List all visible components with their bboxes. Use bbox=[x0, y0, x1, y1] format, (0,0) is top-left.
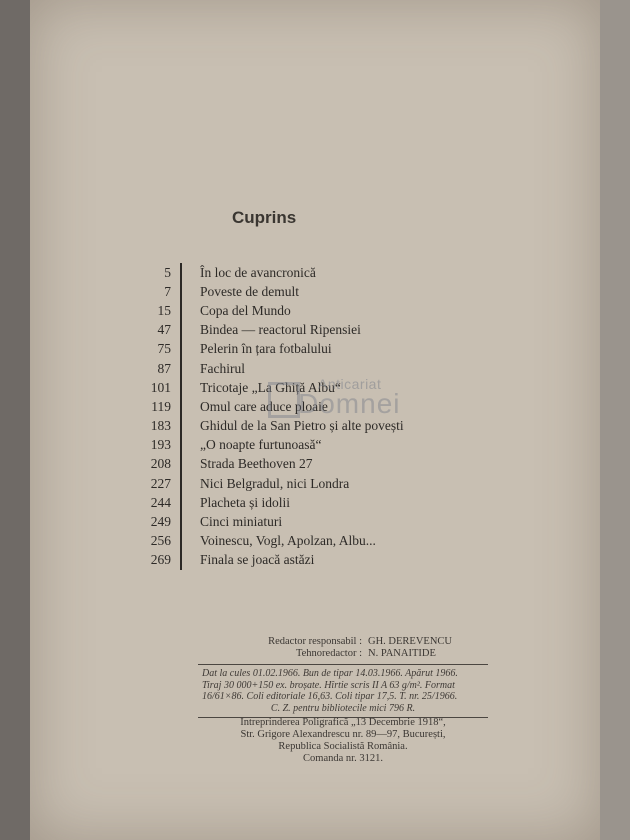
imprint-box bbox=[198, 664, 488, 718]
book-page bbox=[30, 0, 600, 840]
toc-row bbox=[120, 282, 540, 301]
tech-editor-role: Tehnoredactor : bbox=[295, 648, 362, 659]
toc-divider bbox=[180, 551, 182, 570]
toc-divider bbox=[180, 493, 182, 512]
toc-divider bbox=[180, 474, 182, 493]
toc-page-number: 193 bbox=[150, 437, 171, 453]
watermark bbox=[268, 376, 408, 436]
toc-row bbox=[120, 340, 540, 359]
toc-divider bbox=[180, 321, 182, 340]
toc-page-number: 208 bbox=[150, 456, 171, 472]
imprint-line: Tiraj 30 000+150 ex. broșate. Hîrtie scris II A 63 g/m². Format bbox=[202, 679, 455, 691]
toc-entry-title: „O noapte furtunoasă“ bbox=[200, 437, 322, 453]
toc-entry-title: Nici Belgradul, nici Londra bbox=[200, 475, 350, 491]
toc-page-number: 119 bbox=[151, 398, 171, 414]
toc-entry-title: Ghidul de la San Pietro și alte povești bbox=[200, 418, 404, 434]
toc-row bbox=[120, 321, 540, 340]
page-title: Cuprins bbox=[232, 208, 297, 227]
toc-entry-title: Fachirul bbox=[200, 360, 245, 376]
toc-divider bbox=[180, 282, 182, 301]
toc-row bbox=[120, 551, 540, 570]
toc-entry-title: Strada Beethoven 27 bbox=[200, 456, 313, 472]
toc-entry-title: În loc de avancronică bbox=[200, 264, 316, 280]
toc-row bbox=[120, 455, 540, 474]
editor-role: Redactor responsabil : bbox=[268, 636, 362, 647]
background-right bbox=[600, 0, 630, 840]
watermark-big-text: Domnei bbox=[298, 388, 401, 419]
toc-row bbox=[120, 436, 540, 455]
imprint-line: 16/61×86. Coli editoriale 16,63. Coli tipar 17,5. T. nr. 25/1966. bbox=[202, 691, 458, 703]
printer-line: Comanda nr. 3121. bbox=[303, 753, 383, 764]
toc-divider bbox=[180, 301, 182, 320]
toc-page-number: 87 bbox=[157, 360, 171, 376]
toc-row bbox=[120, 263, 540, 282]
toc-divider bbox=[180, 359, 182, 378]
toc-page-number: 244 bbox=[150, 494, 171, 510]
toc-row bbox=[120, 532, 540, 551]
toc-divider bbox=[180, 397, 182, 416]
toc-divider bbox=[180, 263, 182, 282]
printer-info bbox=[198, 717, 488, 765]
imprint-line: C. Z. pentru bibliotecile mici 796 R. bbox=[270, 702, 416, 714]
toc-page-number: 7 bbox=[164, 283, 171, 299]
toc-row bbox=[120, 474, 540, 493]
toc-entry-title: Placheta și idolii bbox=[200, 494, 290, 510]
toc-entry-title: Pelerin în țara fotbalului bbox=[200, 341, 332, 357]
toc-divider bbox=[180, 378, 182, 397]
toc-divider bbox=[180, 417, 182, 436]
printer-line: Republica Socialistă România. bbox=[278, 741, 408, 752]
toc-page-number: 256 bbox=[150, 533, 171, 549]
toc-page-number: 227 bbox=[150, 475, 171, 491]
toc-row bbox=[120, 493, 540, 512]
toc-divider bbox=[180, 532, 182, 551]
toc-entry-title: Copa del Mundo bbox=[200, 302, 291, 318]
toc-entry-title: Tricotaje „La Ghiță Albu“ bbox=[200, 379, 341, 395]
toc-page-number: 183 bbox=[150, 418, 171, 434]
toc-entry-title: Cinci miniaturi bbox=[200, 514, 283, 530]
watermark-small-text: Anticariat bbox=[318, 376, 382, 392]
toc-page-number: 101 bbox=[150, 379, 171, 395]
watermark-logo-icon bbox=[268, 382, 300, 418]
toc-entry-title: Finala se joacă astăzi bbox=[200, 552, 315, 568]
toc-row bbox=[120, 301, 540, 320]
toc-divider bbox=[180, 436, 182, 455]
toc-page-number: 249 bbox=[150, 514, 171, 530]
toc-page-number: 269 bbox=[150, 552, 171, 568]
toc-divider bbox=[180, 455, 182, 474]
toc-entry-title: Poveste de demult bbox=[200, 283, 299, 299]
toc-entry-title: Omul care aduce ploaie bbox=[200, 398, 328, 414]
toc-divider bbox=[180, 340, 182, 359]
staff-credits bbox=[230, 636, 490, 660]
printer-line: Intreprinderea Poligrafică „13 Decembrie 1918“, bbox=[240, 717, 446, 728]
toc-page-number: 47 bbox=[157, 322, 171, 338]
printer-line: Str. Grigore Alexandrescu nr. 89—97, București, bbox=[240, 729, 446, 740]
imprint-line: Dat la cules 01.02.1966. Bun de tipar 14.03.1966. Apărut 1966. bbox=[202, 668, 458, 679]
toc-entry-title: Bindea — reactorul Ripensiei bbox=[200, 322, 361, 338]
tech-editor-name: N. PANAITIDE bbox=[368, 648, 436, 659]
toc-page-number: 75 bbox=[157, 341, 171, 357]
toc-row bbox=[120, 512, 540, 531]
toc-divider bbox=[180, 512, 182, 531]
editor-name: GH. DEREVENCU bbox=[368, 636, 452, 647]
toc-entry-title: Voinescu, Vogl, Apolzan, Albu... bbox=[200, 533, 376, 549]
background-left bbox=[0, 0, 30, 840]
toc-page-number: 15 bbox=[157, 302, 171, 318]
toc-page-number: 5 bbox=[164, 264, 171, 280]
